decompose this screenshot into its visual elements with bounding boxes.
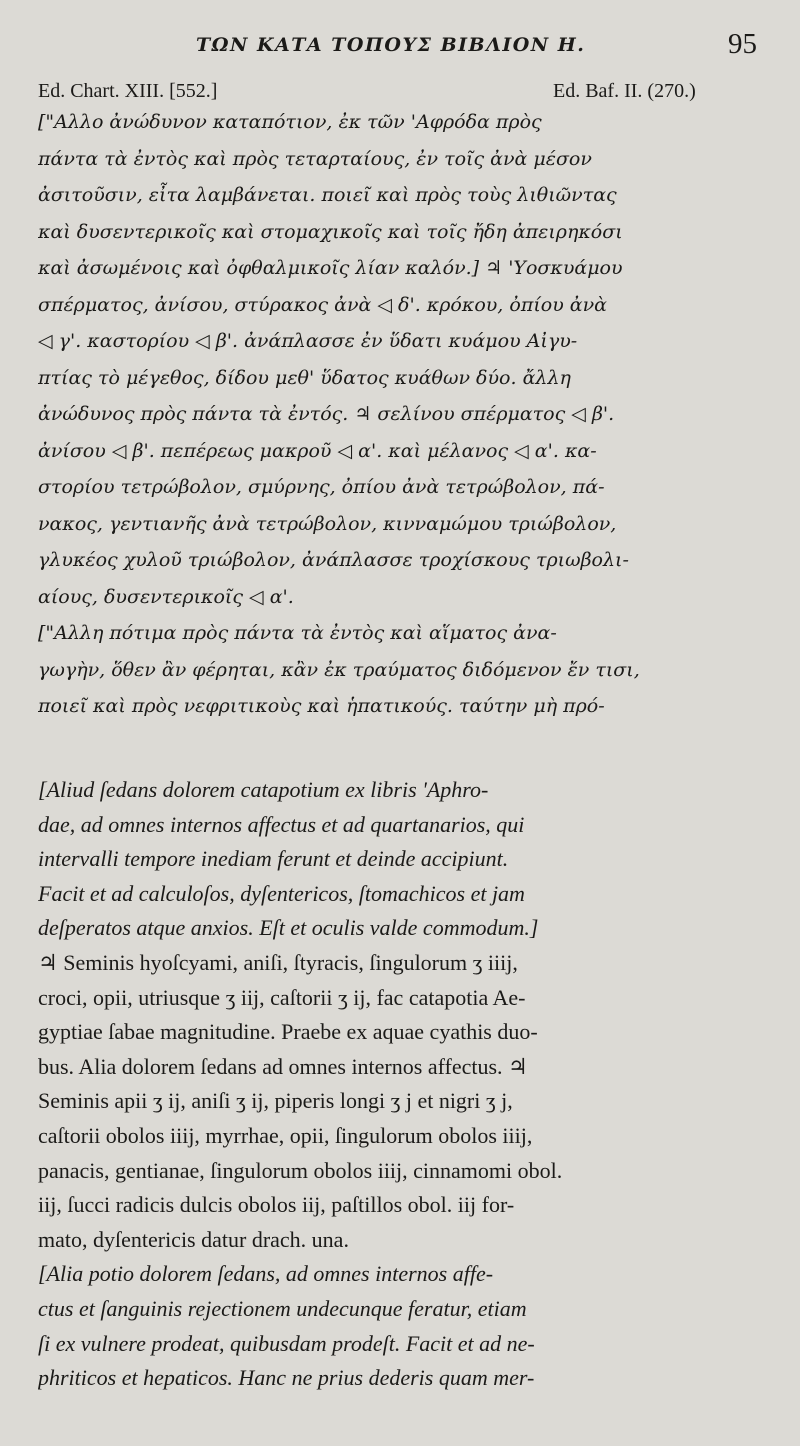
- edition-basel-reference: Ed. Baf. II. (270.): [553, 80, 696, 102]
- page-number: 95: [728, 28, 757, 60]
- latin-text-line: ſi ex vulnere prodeat, quibusdam prodeſt. Facit et ad ne-: [38, 1330, 535, 1356]
- greek-text-line: ["Αλλο ἀνώδυνον καταπότιον, ἐκ τῶν 'Αφρόδα πρὸς: [38, 111, 542, 133]
- greek-text-line: ποιεῖ καὶ πρὸς νεφριτικοὺς καὶ ἡπατικούς. ταύτην μὴ πρό-: [38, 695, 605, 717]
- edition-chart-reference: Ed. Chart. XIII. [552.]: [38, 80, 218, 102]
- latin-text-line: iij, ſucci radicis dulcis obolos iij, paſtillos obol. iij for-: [38, 1192, 515, 1218]
- latin-text-line: mato, dyſentericis datur drach. una.: [38, 1226, 349, 1252]
- greek-text-line: γωγὴν, ὅθεν ἂν φέρηται, κἂν ἐκ τραύματος διδόμενον ἔν τισι,: [38, 658, 640, 681]
- greek-text-line: νακος, γεντιανῆς ἀνὰ τετρώβολον, κινναμώμου τριώβολον,: [38, 512, 617, 535]
- latin-text-line: [Aliud ſedans dolorem catapotium ex libris 'Aphro-: [38, 777, 489, 802]
- greek-text-line: ἀνώδυνος πρὸς πάντα τὰ ἐντός. ♃ σελίνου σπέρματος ◁ β'.: [38, 403, 615, 425]
- latin-text-line: Facit et ad calculoſos, dyſentericos, ſtomachicos et jam: [38, 880, 525, 906]
- running-title: ΤΩΝ ΚΑΤΑ ΤΟΠΟΥΣ ΒΙΒΛΙΟΝ Η.: [196, 34, 586, 56]
- greek-text-line: ◁ γ'. καστορίου ◁ β'. ἀνάπλασσε ἐν ὕδατι κυάμου Αἰγυ-: [38, 330, 578, 352]
- latin-text-line: intervalli tempore inediam ferunt et deinde accipiunt.: [38, 846, 509, 872]
- greek-text-line: ["Αλλη πότιμα πρὸς πάντα τὰ ἐντὸς καὶ αἵματος ἀνα-: [38, 622, 557, 644]
- latin-text-line: phriticos et hepaticos. Hanc ne prius dederis quam mer-: [38, 1365, 535, 1391]
- latin-text-line: bus. Alia dolorem ſedans ad omnes internos affectus. ♃: [38, 1053, 528, 1079]
- latin-text-line: Seminis apii ʒ ij, aniſi ʒ ij, piperis longi ʒ j et nigri ʒ j,: [38, 1088, 513, 1114]
- greek-text-line: γλυκέος χυλοῦ τριώβολον, ἀνάπλασσε τροχίσκους τριωβολι-: [38, 549, 629, 571]
- greek-text-block: [38, 104, 766, 725]
- latin-text-line: [Alia potio dolorem ſedans, ad omnes internos affe-: [38, 1261, 494, 1287]
- latin-text-line: panacis, gentianae, ſingulorum obolos iiij, cinnamomi obol.: [38, 1157, 563, 1183]
- latin-text-line: gyptiae ſabae magnitudine. Praebe ex aquae cyathis duo-: [38, 1019, 538, 1045]
- greek-text-line: ἀνίσου ◁ β'. πεπέρεως μακροῦ ◁ α'. καὶ μέλανος ◁ α'. κα-: [38, 439, 597, 462]
- latin-text-line: croci, opii, utriusque ʒ iij, caſtorii ʒ ij, fac catapotia Ae-: [38, 984, 526, 1010]
- latin-text-line: caſtorii obolos iiij, myrrhae, opii, ſingulorum obolos iiij,: [38, 1122, 533, 1148]
- latin-translation-block: [38, 773, 766, 1396]
- greek-text-line: αίους, δυσεντερικοῖς ◁ α'.: [38, 585, 294, 608]
- page-header: [0, 28, 800, 64]
- greek-text-line: ἀσιτοῦσιν, εἶτα λαμβάνεται. ποιεῖ καὶ πρὸς τοὺς λιθιῶντας: [38, 184, 617, 206]
- greek-text-line: πάντα τὰ ἐντὸς καὶ πρὸς τεταρταίους, ἐν τοῖς ἀνὰ μέσον: [38, 147, 592, 170]
- greek-text-line: πτίας τὸ μέγεθος, δίδου μεθ' ὕδατος κυάθων δύο. ἄλλη: [38, 366, 571, 389]
- latin-text-line: ctus et ſanguinis rejectionem undecunque feratur, etiam: [38, 1295, 527, 1321]
- greek-text-line: καὶ ἀσωμένοις καὶ ὀφθαλμικοῖς λίαν καλόν.] ♃ 'Υοσκυάμου: [38, 257, 623, 279]
- latin-text-line: deſperatos atque anxios. Eſt et oculis valde commodum.]: [38, 915, 539, 941]
- latin-text-line: dae, ad omnes internos affectus et ad quartanarios, qui: [38, 811, 525, 837]
- greek-text-line: στορίου τετρώβολον, σμύρνης, ὀπίου ἀνὰ τετρώβολον, πά-: [38, 476, 605, 498]
- latin-text-line: ♃ Seminis hyoſcyami, aniſi, ſtyracis, ſingulorum ʒ iiij,: [38, 949, 518, 975]
- greek-text-line: σπέρματος, ἀνίσου, στύρακος ἀνὰ ◁ δ'. κρόκου, ὀπίου ἀνὰ: [38, 293, 608, 316]
- greek-text-line: καὶ δυσεντερικοῖς καὶ στομαχικοῖς καὶ τοῖς ἤδη ἀπειρηκόσι: [38, 220, 623, 243]
